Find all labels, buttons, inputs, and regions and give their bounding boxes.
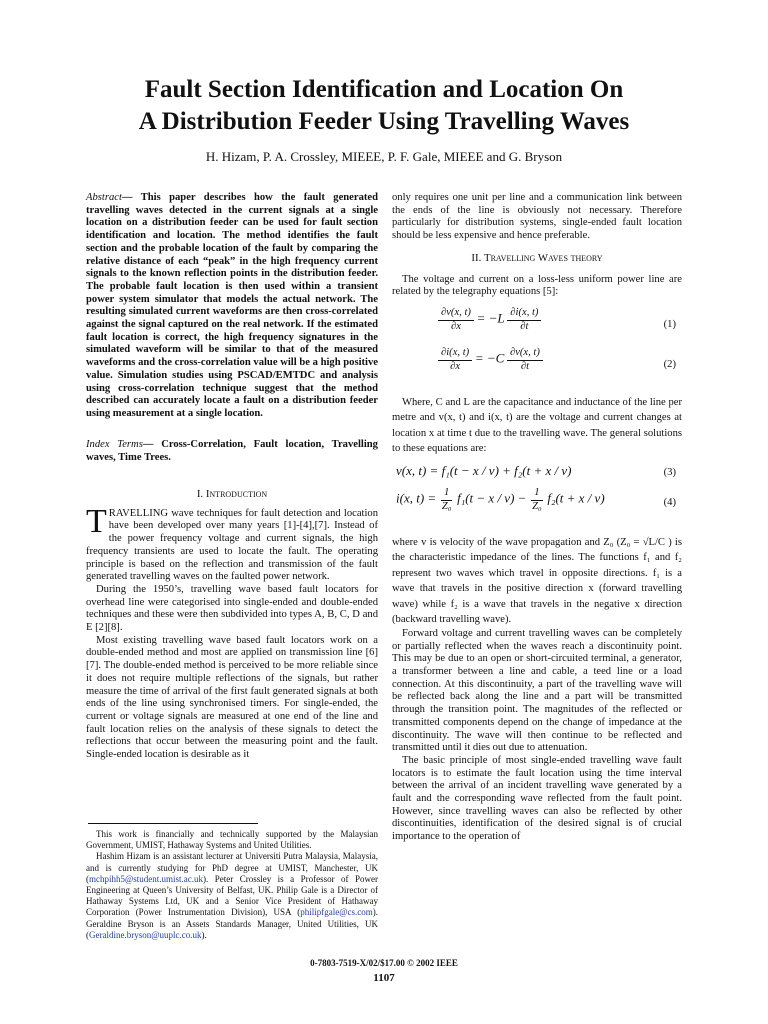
section-number: II. [471, 251, 482, 264]
section-title: Introduction [205, 488, 268, 500]
equation-number-1: (1) [663, 318, 676, 330]
equation-number-3: (3) [663, 466, 676, 478]
eq1-lhs-den: ∂x [451, 320, 461, 332]
right-paragraph-4: Forward voltage and current travelling waves can be completely or partially reflected when the waves reach a discontinuity point. This may be due to an open or short-circuited terminal, a generator, a transformer between a line and cable, a teed line or a load connection. At this discontinuity, a part of the travelling wave will be reflected back along the line and a part will be transmitted through the transition point. The magnitudes of the reflected or transmitted components depend on the change of impedance at the discontinuity. The wave will then continue to be reflected and transmitted until it dies out due to attenuation. [392, 627, 682, 754]
eq2-operator: = −C [474, 350, 505, 366]
author-list: H. Hizam, P. A. Crossley, MIEEE, P. F. Gale, MIEEE and G. Bryson [205, 149, 563, 164]
eq1-rhs-num: ∂i(x, t) [507, 307, 541, 321]
eq4-frac-2 [529, 487, 545, 513]
section-number: I. [196, 488, 204, 500]
abstract [86, 192, 378, 421]
right-paragraph-0: only requires one unit per line and a communication link between the ends of the line is obviously not necessary. Therefore particularly for distribution systems, single-ended fault location should be less expensive and hence preferable. [392, 192, 682, 242]
equation-number-4: (4) [663, 496, 676, 508]
equation-1 [392, 307, 682, 347]
email-link-gale[interactable]: philipfgale@cs.com [300, 907, 373, 918]
right-paragraph-3: where v is velocity of the wave propagation and Z₀ (Z₀ = √L/C ) is the characteristic impedance of the lines. The functions f₁ and f₂ represent two waves which travel in opposite directions. f₁ is a wave that travels in the positive direction x (forward travelling wave) while f₂ is a wave that travels in the negative x direction (backward travelling wave). [392, 536, 682, 626]
right-column [392, 192, 682, 844]
equation-number-2: (2) [663, 358, 676, 370]
eq1-lhs-num: ∂v(x, t) [438, 307, 474, 321]
footnote-affiliations [86, 851, 378, 941]
eq4-frac-1-num: 1 [441, 487, 452, 501]
footnote [86, 829, 378, 941]
intro-paragraph-1-text: RAVELLING wave techniques for fault detection and location have been developed over many years [1]-[4],[7]. Instead of the power frequency voltage and current signals, the high frequency transients are used to locate the fault. The operating principle is based on the reflection and transmission of the fault generated travelling waves on the faulted power network. [86, 507, 378, 583]
intro-paragraph-3: Most existing travelling wave based fault locators work on a double-ended method and most are applied on transmission line [6][7]. The double-ended method is perceived to be more reliable since it does not require multiple reflections of the signals, but rather measure the time of arrival of the first fault generated signals at both ends of the line using synchronised timers. For single-ended, the current or voltage signals are measured at one end of the line and fault location relies on the analysis of these signals to detect the reflections that occur between the measuring point and the fault. Single-ended location is desirable as it [86, 634, 378, 761]
page-number: 1107 [373, 972, 395, 984]
eq2-rhs-num: ∂v(x, t) [507, 347, 543, 361]
eq1-rhs-den: ∂t [520, 320, 529, 332]
right-paragraph-2: Where, C and L are the capacitance and inductance of the line per metre and v(x, t) and i(x, t) are the voltage and current changes at location x at time t due to the travelling wave. The general solutions to these equations are: [392, 396, 682, 455]
eq1-rhs [507, 307, 541, 333]
section-heading-travelling-waves [392, 252, 682, 265]
eq4-frac-1 [439, 487, 455, 513]
eq4-frac-2-den: Z₀ [532, 500, 542, 512]
abstract-label: Abstract [86, 192, 122, 203]
right-paragraph-5: The basic principle of most single-ended travelling wave fault locators is to estimate the fault location using the time interval between the arrival of an incident travelling wave generated by a fault and the corresponding wave reflected from the fault point. However, since travelling waves can also be reflected by other discontinuities, identification of the desired signal is of crucial importance to the operation of [392, 754, 682, 843]
eq4-frac-2-num: 1 [531, 487, 542, 501]
equation-4 [392, 487, 682, 525]
intro-paragraph-1 [86, 502, 378, 584]
eq3-expression: v(x, t) = f₁(t − x / v) + f₂(t + x / v) [396, 462, 572, 478]
eq1-operator: = −L [476, 310, 505, 326]
abstract-text: — This paper describes how the fault generated travelling waves detected in the current signals at a single location on a distribution feeder can be used for fault section identification and location. The method identifies the fault section and the probable location of the fault by comparing the relative distance of each “peak” in the high frequency current signals to the known reflection points in the distribution feeder. The probable fault location is then used within a transient power system simulator that models the actual network. The resulting simulated current waveforms are then cross-correlated against the signal captured on the real network. If the estimated fault location is correct, the high frequency signatures in the simulated waveform will be similar to that of the measured waveforms and the cross-correlation value will be a high positive value. Simulation studies using PSCAD/EMTDC and analysis using cross-correlation technique suggest that the method described can accurately locate a fault on a distribution feeder using measurement at a single location. [86, 192, 378, 419]
drop-cap: T [86, 502, 107, 540]
eq4-term-1: f₁(t − x / v) − [457, 490, 527, 506]
eq4-term-2: f₂(t + x / v) [547, 490, 605, 506]
eq1-lhs [438, 307, 474, 333]
equation-2 [392, 347, 682, 387]
eq4-lhs: i(x, t) = [396, 490, 437, 506]
eq4-frac-1-den: Z₀ [441, 500, 452, 512]
section-heading-introduction [86, 488, 378, 501]
footnote-text-a: Hashim Hizam is an assistant lecturer at Universiti Putra Malaysia, Malaysia, and is currently studying for PhD degree at UMIST, Manchester, UK ( [86, 851, 378, 884]
equation-3 [392, 462, 682, 487]
footnote-separator [88, 823, 258, 824]
right-paragraph-1: The voltage and current on a loss-less uniform power line are related by the telegraphy equations [5]: [392, 273, 682, 298]
index-terms-text: — Cross-Correlation, Fault location, Travelling waves, Time Trees. [86, 439, 378, 463]
index-terms [86, 439, 378, 464]
index-terms-label: Index Terms [86, 439, 143, 450]
footnote-funding: This work is financially and technically supported by the Malaysian Government, UMIST, Hathaway Systems and United Utilities. [86, 829, 378, 851]
email-link-bryson[interactable]: Geraldine.bryson@uuplc.co.uk [89, 929, 202, 940]
title-line-2: A Distribution Feeder Using Travelling Waves [138, 108, 630, 135]
intro-paragraph-2: During the 1950’s, travelling wave based fault locators for overhead line were categorised into single-ended and double-ended techniques and these were then subdivided into types A, B, C, D and E [2][8]. [86, 583, 378, 634]
eq2-lhs-den: ∂x [450, 360, 461, 372]
footnote-text-b: ). Peter Crossley is a Professor of Power Engineering at Queen’s University of Belfast, UK. Philip Gale is a Director of Hathaway Systems Ltd, UK and a Senior Vice President of Hathaway Corporation (Power Instrumentation Division), USA ( [86, 873, 378, 918]
eq2-rhs-den: ∂t [520, 360, 530, 372]
title-line-1: Fault Section Identification and Location On [144, 76, 624, 103]
email-link-hizam[interactable]: mchpihh5@student.umist.ac.uk [89, 873, 204, 884]
eq2-lhs-num: ∂i(x, t) [438, 347, 472, 361]
footnote-text-c: ). Geraldine Bryson is an Assets Standards Manager, United Utilities, UK ( [86, 907, 378, 940]
copyright-line: 0-7803-7519-X/02/$17.00 © 2002 IEEE [310, 958, 458, 968]
paper-title [40, 74, 728, 138]
eq2-lhs [438, 347, 472, 373]
footnote-text-d: ). [201, 929, 207, 940]
eq2-rhs [507, 347, 543, 373]
section-title: Travelling Waves theory [484, 251, 603, 264]
section-introduction [86, 488, 378, 762]
